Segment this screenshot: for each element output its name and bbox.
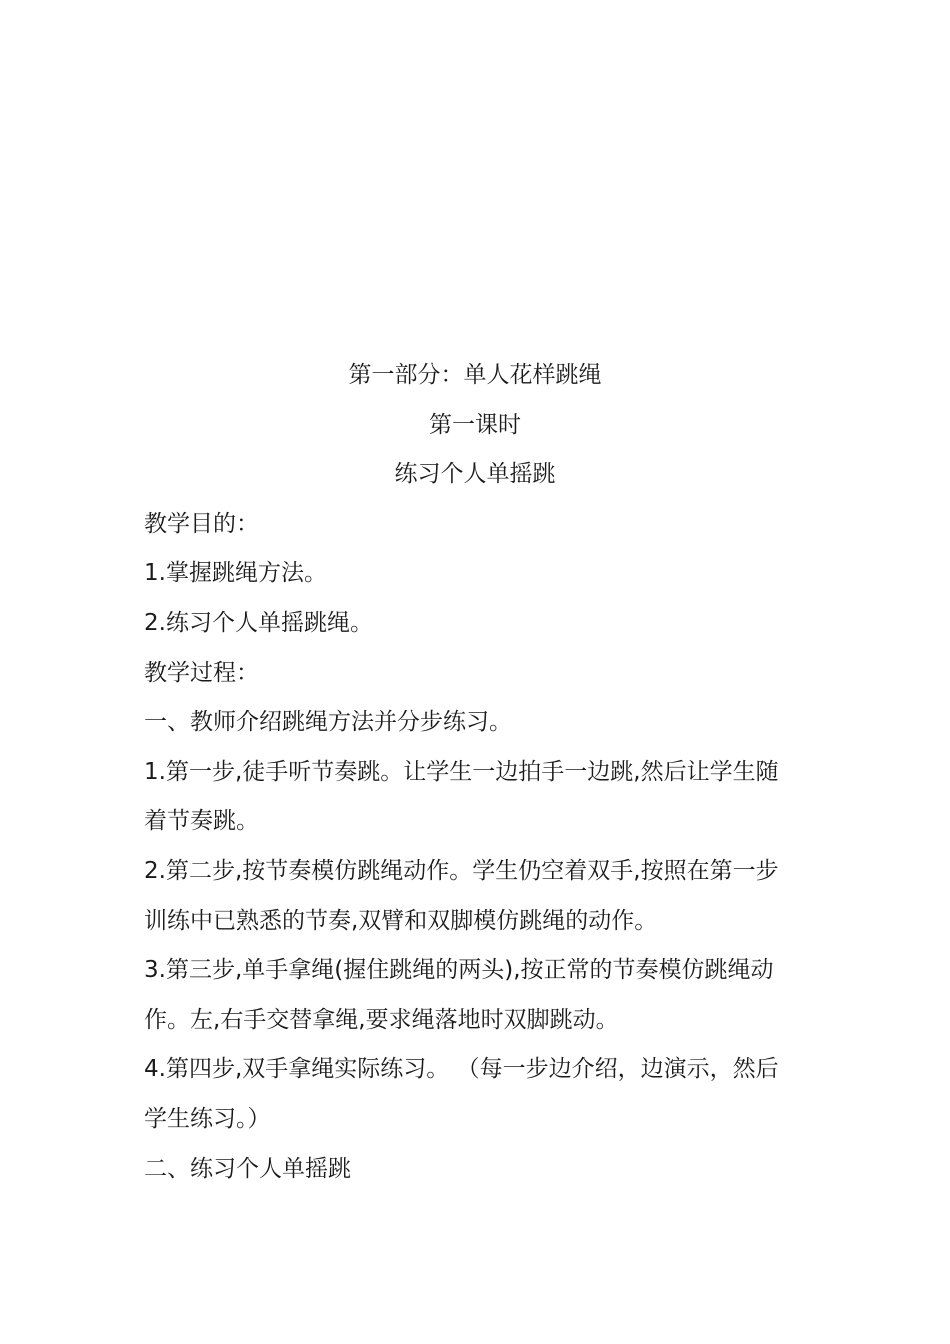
part-title: 第一部分：单人花样跳绳 [348,362,602,388]
section-1-heading: 一、教师介绍跳绳方法并分步练习。 [144,709,512,736]
objective-item-1: 1.掌握跳绳方法。 [144,560,327,587]
step-1-line-1: 1.第一步,徒手听节奏跳。让学生一边拍手一边跳,然后让学生随 [144,758,779,785]
section-2-heading: 二、练习个人单摇跳 [144,1155,351,1182]
step-2-line-1: 2.第二步,按节奏模仿跳绳动作。学生仍空着双手,按照在第一步 [144,857,779,884]
objective-item-2: 2.练习个人单摇跳绳。 [144,609,373,636]
topic-title: 练习个人单摇跳 [394,461,556,488]
step-2-line-2: 训练中已熟悉的节奏,双臂和双脚模仿跳绳的动作。 [144,907,658,934]
step-3-line-1: 3.第三步,单手拿绳(握住跳绳的两头),按正常的节奏模仿跳绳动 [144,957,774,984]
step-4-line-1: 4.第四步,双手拿绳实际练习。 （每一步边介绍，边演示，然后 [144,1056,779,1083]
objective-heading: 教学目的： [144,510,259,537]
document-body [144,351,806,1194]
lesson-title: 第一课时 [429,411,521,438]
step-4-line-2: 学生练习。） [144,1105,271,1132]
process-heading: 教学过程： [144,659,259,686]
step-1-line-2: 着节奏跳。 [144,808,259,835]
step-3-line-2: 作。左,右手交替拿绳,要求绳落地时双脚跳动。 [144,1006,619,1033]
